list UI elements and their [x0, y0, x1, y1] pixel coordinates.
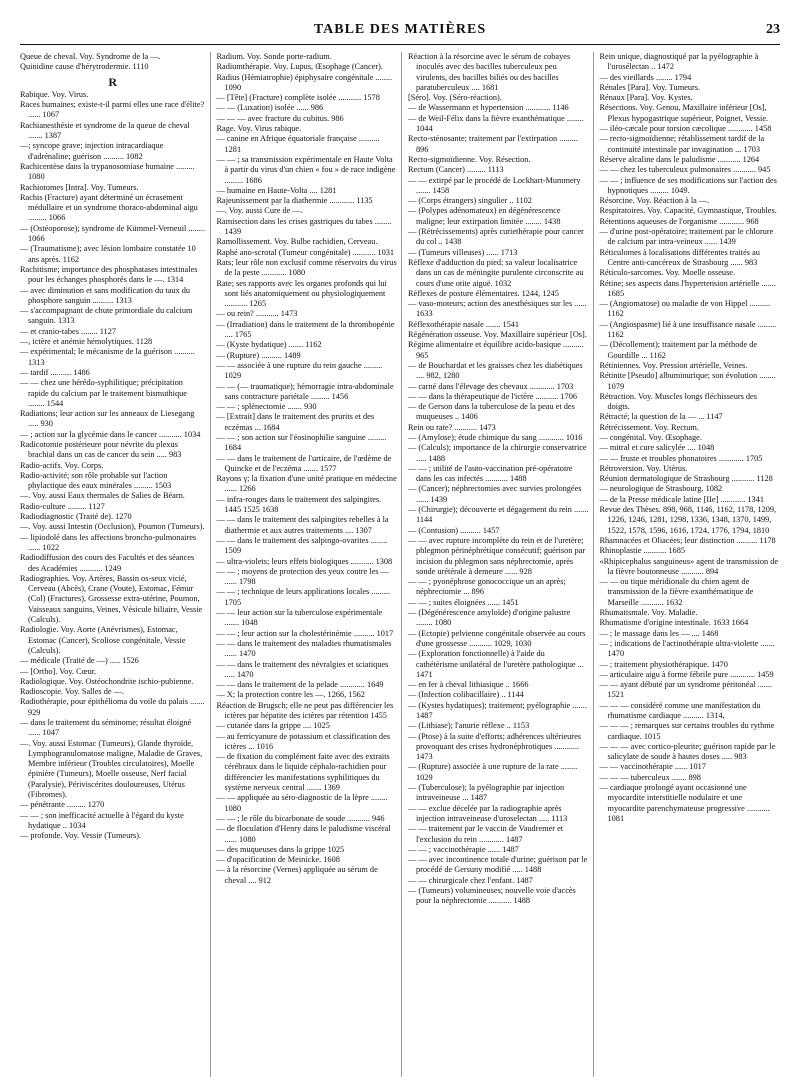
- index-entry: — — — avec cortico-pleurite; guérison rapide par le salicylate de soude à hautes doses ..... 983: [599, 741, 776, 762]
- index-entry: — profonde. Voy. Vessie (Tumeurs).: [20, 831, 142, 841]
- index-entry: — (Rupture) associée à une rupture de la rate ........ 1029: [408, 762, 578, 782]
- index-entry: — — (Luxation) isolée ...... 986: [216, 103, 324, 113]
- index-entry: — de Wassermann et hypertension ............ 1146: [408, 103, 569, 113]
- index-entry: — carné dans l'élevage des chevaux ............ 1703: [408, 381, 574, 391]
- index-entry: — (Amylose); étude chimique du sang ............ 1016: [408, 432, 583, 442]
- index-entry: — de fixation du complément faite avec des extraits cérébraux dans le liquide céphalo-rachidien pour différencier les manifestations syphilitiques du système nerveux central ....... 1369: [216, 752, 390, 793]
- index-entry: — au ferricyanure de potassium et classification des ictères ... 1016: [216, 731, 390, 751]
- index-entry: Rats; leur rôle non exclusif comme réservoirs du virus de la peste ............ 1080: [216, 257, 397, 278]
- index-entry: — cutanée dans la grippe .... 1025: [216, 721, 330, 731]
- index-entry: —; syncope grave; injection intracardiaque d'adrénaline; guérison .......... 1082: [20, 141, 164, 161]
- index-entry: — — (— traumatique); hémorragie intra-abdominale sans contracture pariétale ......... 1456: [216, 381, 394, 401]
- index-entry: — cardiaque prolongé ayant occasionné une myocardite interstitielle nodulaire et une myocardite parenchymateuse progressive ........... 1081: [599, 783, 770, 823]
- index-entry: — — dans la thérapeutique de l'ictère ........... 1706: [408, 391, 577, 401]
- index-entry: — congénital. Voy. Œsophage.: [599, 432, 702, 442]
- index-entry: —. Voy. aussi Eaux thermales de Salies de Béarn.: [20, 491, 185, 501]
- index-entry: — (Angiomatose) ou maladie de von Hippel .......... 1162: [599, 299, 771, 319]
- index-entry: Rectum (Cancer) ......... 1113: [408, 165, 504, 175]
- index-entry: — — ; vaccinothérapie ...... 1487: [408, 844, 519, 854]
- index-entry: Rénales [Para]. Voy. Tumeurs.: [599, 82, 701, 92]
- index-entry: Réserve alcaline dans le paludisme ........... 1264: [599, 154, 760, 164]
- index-column-4: [593, 52, 785, 1077]
- index-entry: Rétine; ses aspects dans l'hypertension artérielle ....... 1685: [599, 278, 776, 298]
- index-entry: Rétracté; la question de la — ... 1147: [599, 412, 723, 422]
- index-entry: Rétiniennes. Voy. Pression artérielle, Veines.: [599, 360, 748, 370]
- index-entry: — (Lithiase); l'anurie réflexe .. 1153: [408, 721, 530, 731]
- index-entry: — canine en Afrique équatoriale française .......... 1281: [216, 134, 380, 154]
- index-entry: — — ; suites éloignées ...... 1451: [408, 597, 519, 607]
- index-entry: — — dans le traitement des salpingo-ovarites ........ 1509: [216, 535, 388, 556]
- index-entry: Rétrécissement. Voy. Rectum.: [599, 422, 699, 432]
- index-entry: Rein ou rate? ........... 1473: [408, 422, 496, 432]
- page-number: 23: [766, 22, 780, 37]
- index-entry: Réflexes de posture élémentaires. 1244, 1245: [408, 288, 559, 298]
- index-entry: — et cranio-tabes ........ 1127: [20, 326, 117, 336]
- index-entry: Rachitisme; importance des phosphatases intestinales pour les échanges phosphorés dans le —. 1314: [20, 264, 198, 285]
- index-entry: — dans le traitement du séminome; résultat éloigné ...... 1047: [20, 718, 192, 738]
- index-entry: — médicale (Traité de —) ..... 1526: [20, 656, 139, 666]
- index-entry: Respiratoires. Voy. Capacité, Gymnastique, Troubles.: [599, 206, 777, 216]
- index-entry: — — ou tique méridionale du chien agent de transmission de la fièvre exanthématique de Marseille ........... 1632: [599, 577, 754, 607]
- index-entry: —. Voy. aussi Cure de —.: [216, 206, 303, 216]
- index-entry: — ultra-violets; leurs effets biologiques ........... 1308: [216, 556, 393, 566]
- index-entry: — ; indications de l'actinothérapie ultra-violette ....... 1470: [599, 638, 775, 659]
- index-entry: Races humaines; existe-t-il parmi elles une race d'élite? ...... 1067: [20, 100, 205, 120]
- index-entry: — — ; le rôle du bicarbonate de soude ........... 946: [216, 813, 385, 823]
- index-entry: — — ; influence de ses modifications sur l'action des hypnotiques ......... 1049.: [599, 175, 777, 195]
- index-entry: — (Rétrécissements) après curiethérapie pour cancer du col .. 1438: [408, 227, 584, 247]
- page-header: [20, 22, 780, 44]
- index-entry: — mitral et cure salicylée .... 1048: [599, 443, 715, 453]
- index-entry: — (Contusion) .......... 1457: [408, 525, 500, 535]
- index-entry: — [Tête] (Fracture) complète isolée ........... 1578: [216, 93, 380, 103]
- index-entry: —. Voy. aussi Intestin (Occlusion), Poumon (Tumeurs).: [20, 522, 205, 532]
- index-entry: Rhumatismale. Voy. Maladie.: [599, 608, 698, 618]
- index-entry: Résorcine. Voy. Réaction à la —.: [599, 196, 710, 206]
- index-entry: — — — avec fracture du cubitus. 986: [216, 113, 344, 123]
- index-entry: Recto-sigmoïdienne. Voy. Résection.: [408, 154, 531, 164]
- index-entry: — (Décollement); traitement par la méthode de Gourdille ... 1162: [599, 340, 758, 360]
- index-entry: — de la Presse médicale latine [IIe] ............ 1341: [599, 494, 764, 504]
- index-entry: — — chez une hérédo-syphilitique; précipitation rapide du calcium par le traitement bismuthique ........ 1544: [20, 378, 187, 408]
- index-entry: — (Chirurgie); découverte et dégagement du rein ....... 1144: [408, 505, 589, 525]
- index-columns: [18, 52, 784, 1077]
- index-entry: Revue des Thèses. 898, 968, 1146, 1162, 1178, 1209, 1226, 1246, 1281, 1298, 1336, 1348, 1370, 1499, 1522, 1578, 1596, 1616, 1724, 1776, 1794, 1810: [599, 505, 777, 535]
- index-entry: — (Ectopie) pelvienne congénitale observée au cours d'une grossesse ........... 1029, 1030: [408, 628, 586, 648]
- index-entry: — — dans le traitement des salpingites rebelles à la diathermie et aux autres traitements .... 1307: [216, 515, 389, 535]
- index-entry: — expérimental; le mécanisme de la guérison .......... 1313: [20, 347, 195, 367]
- index-entry: [Séro]. Voy. (Séro-réaction).: [408, 93, 502, 103]
- index-entry: Radiodiffusion des cours des Facultés et des séances des Académies ........... 1249: [20, 553, 195, 573]
- index-entry: — à la résorcine (Vernes) appliquée au sérum de cheval .... 912: [216, 865, 378, 885]
- index-entry: Rein unique, diagnostiqué par la pyélographie à l'urosélectan .. 1472: [599, 52, 759, 72]
- index-entry: Rétroversion. Voy. Utérus.: [599, 463, 688, 473]
- index-entry: Radioscopie. Voy. Salles de —.: [20, 687, 125, 697]
- index-entry: — (Corps étrangers) singulier .. 1102: [408, 196, 532, 206]
- index-entry: Réflexothérapie nasale ....... 1541: [408, 319, 520, 329]
- index-entry: — — ; leur action sur la cholestérinémie .......... 1017: [216, 628, 394, 638]
- index-entry: Recto-sténosante; traitement par l'extirpation ......... 896: [408, 134, 578, 154]
- index-entry: Régénération osseuse. Voy. Maxillaire supérieur [Os].: [408, 330, 587, 340]
- index-entry: — d'urine post-opératoire; traitement par le chlorure de calcium par intra-veineux ...... 1439: [599, 227, 774, 247]
- index-entry: — — ; sa transmission expérimentale en Haute Volta à partir du virus d'un chien « fou » de race indigène ......... 1686: [216, 154, 396, 185]
- index-entry: Rétentions aqueuses de l'organisme ............ 968: [599, 216, 759, 226]
- index-entry: — — ; son action sur l'éosinophilie sanguine ......... 1684: [216, 432, 387, 453]
- index-entry: — (Irradiation) dans le traitement de la thrombopénie .... 1765: [216, 319, 395, 340]
- index-entry: — — traitement par le vaccin de Vaudremer et l'exclusion du rein ............ 1487: [408, 824, 564, 844]
- index-entry: Réticulomes à localisations différentes traités au Centre anti-cancéreux de Strasbourg ...... 983: [599, 247, 760, 267]
- index-entry: — — ; pyonéphrose gonococcique un an après; néphrectomie ... 896: [408, 577, 566, 597]
- index-entry: — (Traumatisme); avec lésion lombaire constatée 10 ans après. 1162: [20, 244, 196, 264]
- index-entry: — [Extrait] dans le traitement des prurits et des eczémas ... 1684: [216, 412, 375, 432]
- index-entry: Radiothérapie, pour épithélioma du voile du palais ....... 929: [20, 697, 205, 717]
- index-entry: Radiations; leur action sur les anneaux de Liesegang ..... 930: [20, 409, 195, 429]
- index-entry: Ramollissement. Voy. Bulbe rachidien, Cerveau.: [216, 237, 378, 247]
- index-entry: — — — tuberculeux ....... 898: [599, 772, 701, 782]
- index-entry: — de Gerson dans la tuberculose de la peau et des muqueuses .. 1406: [408, 402, 575, 422]
- index-entry: — (Angiospasme) lié à une insuffisance nasale ......... 1162: [599, 319, 777, 340]
- index-entry: Résections. Voy. Genou, Maxillaire inférieur [Os], Plexus hypogastrique supérieur, Poignet, Vessie.: [599, 103, 769, 123]
- index-entry: Queue de cheval. Voy. Syndrome de la —.: [20, 52, 161, 61]
- index-entry: — (Polypes adénomateux) en dégénérescence maligne; leur extirpation limitée ........ 1438: [408, 206, 561, 226]
- index-entry: — de Weil-Félix dans la fièvre exanthématique ........ 1044: [408, 113, 584, 134]
- index-entry: — — ; technique de leurs applications locales ......... 1705: [216, 587, 390, 607]
- index-entry: — — chirurgicale chez l'enfant. 1487: [408, 875, 533, 885]
- index-entry: Radiologie. Voy. Aorte (Anévrismes), Estomac, Estomac (Cancer), Scoliose congénitale, Vessie (Calculs).: [20, 625, 186, 655]
- index-entry: — — ; splénectomie ....... 930: [216, 402, 317, 412]
- index-entry: Ramisection dans les crises gastriques du tabes ........ 1439: [216, 216, 392, 237]
- index-entry: Rhinoplastie ........... 1685: [599, 546, 686, 556]
- index-entry: Rate; ses rapports avec les organes profonds qui lui sont liés anatomiquement ou physiologiquement ........... 1265: [216, 278, 387, 309]
- index-entry: Réticulo-sarcomes. Voy. Moelle osseuse.: [599, 268, 736, 278]
- index-entry: — — dans le traitement des maladies rhumatismales ...... 1470: [216, 638, 392, 659]
- index-entry: Rabique. Voy. Virus.: [20, 89, 89, 99]
- page-title: TABLE DES MATIÈRES: [313, 22, 487, 37]
- index-entry: — — chez les tuberculeux pulmonaires ........... 945: [599, 165, 771, 175]
- index-entry: — — dans le traitement de l'urticaire, de l'œdème de Quincke et de l'eczéma ....... 1577: [216, 453, 392, 473]
- index-entry: — tardif .......... 1486: [20, 367, 90, 377]
- index-entry: Rhumatisme d'origine intestinale. 1633 1664: [599, 618, 749, 628]
- index-entry: — — ; moyens de protection des yeux contre les — ...... 1798: [216, 566, 389, 587]
- index-entry: Rétinite [Pseudo] albuminurique; son évolution ........ 1079: [599, 371, 776, 391]
- index-entry: — — extirpé par le procédé de Lockhart-Mummery ....... 1458: [408, 175, 581, 195]
- index-entry: — — fruste et troubles phonatoires ............ 1705: [599, 453, 763, 463]
- index-entry: — — avec rupture incomplète du rein et de l'uretère; phlegmon périnéphrétique consécutif; guérison par incision du phlegmon sans néphrectomie, après sonde urétérale à demeure ...... 928: [408, 535, 586, 576]
- index-entry: — (Kyste hydatique) ....... 1162: [216, 340, 322, 350]
- index-entry: — en fer à cheval lithiasique .. 1666: [408, 680, 529, 690]
- index-entry: — — dans le traitement des névralgies et sciatiques ..... 1470: [216, 659, 389, 679]
- index-entry: — — dans le traitement de la pelade ............ 1649: [216, 680, 384, 690]
- header-rule: [20, 44, 780, 45]
- index-entry: — (Ostéoporose); syndrome de Kümmel-Verneuil ........ 1066: [20, 223, 206, 244]
- index-entry: — de Bouchardat et les graisses chez les diabétiques .... 982, 1280: [408, 360, 583, 381]
- index-entry: — — appliquée au séro-diagnostic de la lèpre ........ 1080: [216, 793, 388, 813]
- index-column-1: [18, 52, 210, 1077]
- index-entry: — (Tumeurs) volumineuses; nouvelle voie d'accès pour la néphrectomie ........... 1488: [408, 886, 576, 906]
- index-entry: — — — considéré comme une manifestation du rhumatisme cardiaque .......... 1314,: [599, 700, 761, 720]
- index-entry: Radiodiagnostic (Traité de). 1270: [20, 512, 132, 522]
- index-entry: — (Cancer); néphrectomies avec survies prolongées ...... 1439: [408, 484, 582, 504]
- index-entry: — lipiodolé dans les affections broncho-pulmonaires ...... 1022: [20, 532, 197, 552]
- index-entry: Réunion dermatologique de Strasbourg ........... 1128: [599, 474, 773, 484]
- index-entry: — — exclue décelée par la radiographie après injection intraveineuse d'uroselectan ..... 1113: [408, 803, 568, 823]
- index-entry: Radiologique. Voy. Ostéochondrite ischio-pubienne.: [20, 676, 194, 686]
- index-entry: — neurologique de Strasbourg. 1082: [599, 484, 723, 494]
- index-column-3: [401, 52, 593, 1077]
- index-entry: — X; la protection contre les —. 1266, 1562: [216, 690, 365, 700]
- index-entry: — (Dégénérescence amyloïde) d'origine palustre ........ 1080: [408, 608, 571, 628]
- index-entry: Rayons γ; la fixation d'une unité pratique en médecine ...... 1266: [216, 474, 397, 494]
- index-entry: — vaso-moteurs; action des anesthésiques sur les ...... 1633: [408, 299, 587, 319]
- index-entry: —, ictère et anémie hémolytiques. 1128: [20, 337, 153, 347]
- index-entry: — (Tumeurs villeuses) ...... 1713: [408, 247, 518, 257]
- index-entry: Rétraction. Voy. Muscles longs fléchisseurs des doigts.: [599, 391, 757, 412]
- index-entry: — — associée à une rupture du rein gauche ......... 1029: [216, 360, 383, 381]
- index-entry: — pénétrante ......... 1270: [20, 800, 105, 810]
- index-entry: Réaction à la résorcine avec le sérum de cobayes inoculés avec des bacilles tuberculeux peu virulents, des bacilles biliés ou des bacilles paratuberculeux .... 1681: [408, 52, 571, 92]
- index-entry: Rénaux [Para]. Voy. Kystes.: [599, 93, 693, 103]
- index-entry: Rachiotomes [Intra]. Voy. Tumeurs.: [20, 182, 139, 192]
- index-entry: — (Infection colibacillaire) .. 1144: [408, 690, 524, 700]
- index-entry: Radiumthérapie. Voy. Lupus, Œsophage (Cancer).: [216, 62, 383, 72]
- index-entry: — — avec incontinence totale d'urine; guérison par le procédé de Gersuny modifié ..... 1488: [408, 855, 588, 875]
- index-entry: Radicotomie postérieure pour névrite du plexus brachial dans un cas de cancer du sein ..... 983: [20, 439, 182, 460]
- index-entry: — (Kystes hydatiques); traitement; pyélographie ....... 1487: [408, 700, 587, 720]
- index-entry: Radium. Voy. Sonde porte-radium.: [216, 52, 332, 61]
- index-entry: — de floculation d'Henry dans le paludisme viscéral ...... 1080: [216, 824, 391, 844]
- index-entry: Rachianesthésie et syndrome de la queue de cheval ....... 1387: [20, 120, 190, 141]
- index-entry: — (Exploration fonctionnelle) à l'aide du cathétérisme unilatéral de l'uretère pathologique ... 1471: [408, 649, 584, 679]
- index-entry: — articulaire aigu à forme fébrile pure ............ 1459: [599, 669, 774, 679]
- index-entry: Rachicentèse dans la trypanosomiase humaine ......... 1080: [20, 161, 195, 182]
- index-entry: — avec diminution et sans modification du taux du phosphore sanguin .......... 1313: [20, 285, 191, 305]
- index-entry: «Rhipicephalus sanguineus» agent de transmission de la fièvre boutonneuse ........... 894: [599, 556, 779, 576]
- index-entry: — — vaccinothérapie ...... 1017: [599, 762, 706, 772]
- index-entry: — (Calculs); importance de la chirurgie conservatrice ..... 1488: [408, 443, 587, 463]
- index-entry: — — — ; remarques sur certains troubles du rythme cardiaque. 1015: [599, 721, 775, 741]
- section-letter: R: [108, 74, 118, 89]
- index-entry: — (Rupture) .......... 1489: [216, 350, 301, 360]
- index-entry: — d'opacification de Meinicke. 1608: [216, 855, 340, 865]
- index-entry: — ou rein? ........... 1473: [216, 309, 298, 319]
- index-entry: — — ; utilité de l'auto-vaccination pré-opératoire dans les cas infectés ........... 1488: [408, 463, 573, 484]
- index-entry: — des vieillards ........ 1794: [599, 72, 692, 82]
- index-entry: — des muqueuses dans la grippe 1025: [216, 844, 345, 854]
- index-entry: Rajeunissement par la diathermie ............ 1135: [216, 196, 373, 206]
- index-entry: Réaction de Brugsch; elle ne peut pas différencier les ictères par hépatite des ictères par rétention 1455: [216, 700, 394, 720]
- index-entry: Rachis (Fracture) ayant déterminé un écrasement médullaire et un syndrome thoraco-abdominal aigu ......... 1066: [20, 192, 198, 223]
- index-entry: Radio-culture ......... 1127: [20, 501, 105, 511]
- index-entry: — [Ortho]. Voy. Cœur.: [20, 666, 97, 676]
- index-entry: — infra-rouges dans le traitement des salpingites. 1445 1525 1638: [216, 494, 382, 515]
- index-entry: Rhamnacées et Oliacées; leur distinction .......... 1178: [599, 535, 776, 545]
- index-entry: — — leur action sur la tuberculose expérimentale ....... 1048: [216, 608, 383, 628]
- index-entry: Rage. Voy. Virus rabique.: [216, 124, 302, 134]
- index-entry: Quinidine cause d'hérytrodermie. 1110: [20, 62, 149, 72]
- index-entry: — — ayant débuté par un syndrome péritonéal ....... 1521: [599, 680, 773, 700]
- index-entry: — recto-sigmoïdienne; rétablissement tardif de la continuité intestinale par invagination ... 1703: [599, 134, 765, 154]
- index-entry: Radiographies. Voy. Artères, Bassin os-seux vicié, Cerveau (Abcès), Crane (Voute), Estomac, Fémur (Col) (Fractures), Grossesse extra-utérine, Poumon, Vaisseaux sanguins, Veines, Vésicule biliaire, Vessie (Calculs).: [20, 573, 203, 625]
- index-entry: — humaine en Haute-Volta .... 1281: [216, 185, 337, 195]
- index-entry: Raphé ano-scrotal (Tumeur congénitale) ........... 1031: [216, 247, 395, 257]
- index-entry: Radio-activité; son rôle probable sur l'action phylactique des eaux minérales ......... 1503: [20, 470, 172, 491]
- index-entry: Régime alimentaire et équilibre acido-basique .......... 965: [408, 340, 584, 360]
- index-entry: — — ; son inefficacité actuelle à l'égard du kyste hydatique .. 1034: [20, 810, 184, 830]
- index-column-2: [210, 52, 402, 1077]
- index-entry: Radio-actifs. Voy. Corps.: [20, 460, 104, 470]
- index-entry: — ; action sur la glycémie dans le cancer ........... 1034: [20, 429, 201, 439]
- index-entry: — ; le massage dans les — .... 1468: [599, 628, 719, 638]
- index-entry: — s'accompagnant de chute primordiale du calcium sanguin. 1313: [20, 306, 193, 326]
- index-entry: — iléo-cæcale pour torsion cæcolique ............ 1458: [599, 124, 772, 134]
- index-entry: — (Ptose) à la suite d'efforts; adhérences ultérieures provoquant des crises hydronéphrotiques ............ 1473: [408, 731, 581, 762]
- index-entry: —. Voy. aussi Estomac (Tumeurs), Glande thyroïde, Lymphogranulomatose maligne, Maladie de Graves, Membre inférieur (Troubles circulatoires), Moelle épinière (Tumeurs), Moelle osseuse, Nerf facial (Paralysie), Périviscérites douloureuses, Utérus (Fibromes).: [20, 738, 203, 800]
- index-entry: Radius (Hémiatrophie) épiphysaire congénitale ........ 1090: [216, 72, 393, 92]
- index-entry: — (Tuberculose); la pyélographie par injection intraveineuse ... 1487: [408, 783, 565, 803]
- index-entry: Réflexe d'adduction du pied; sa valeur localisatrice dans un cas de méningite purulente circonscrite au cours d'une otite aiguë. 1032: [408, 257, 584, 288]
- index-entry: — ; traitement physiothérapique. 1470: [599, 659, 728, 669]
